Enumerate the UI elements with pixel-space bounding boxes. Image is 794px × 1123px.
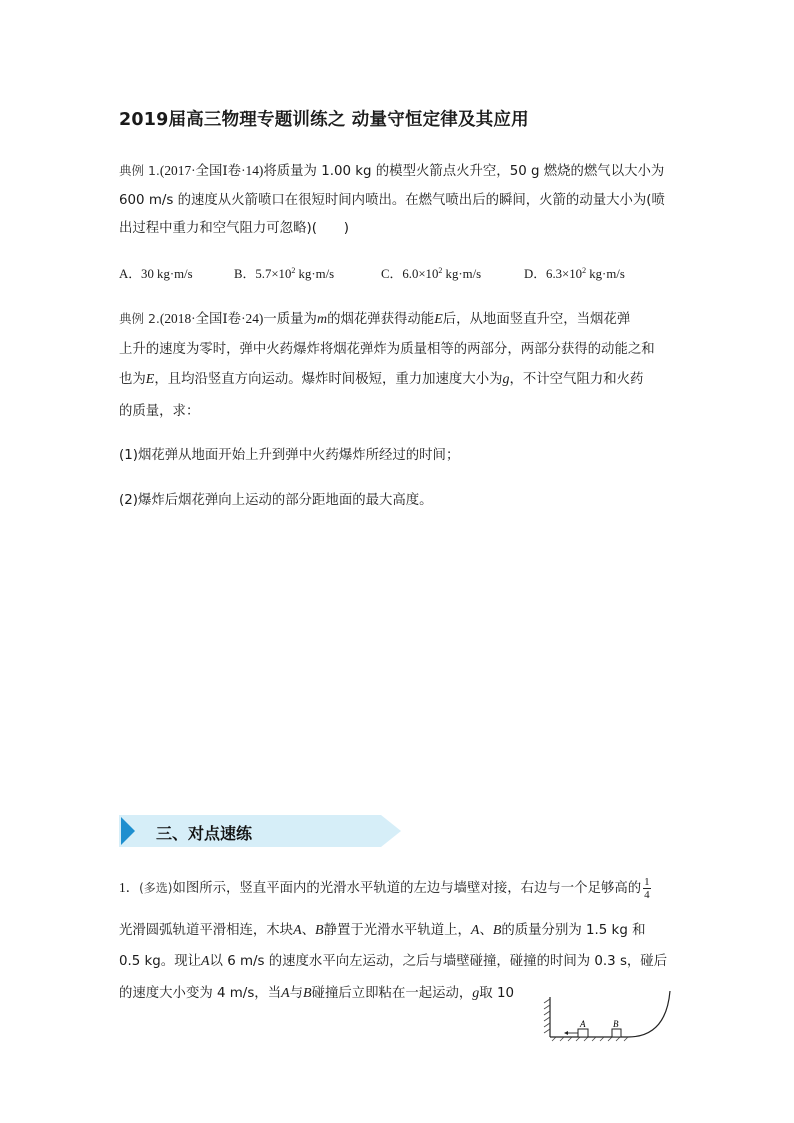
option-a[interactable]: A．30 kg·m/s — [119, 267, 193, 281]
fraction-one-quarter: $\frac{1}{4}$ — [644, 875, 650, 901]
block-a-label: A — [580, 1019, 586, 1029]
example2-line1: 典例 2.(2018·全国Ⅰ卷·24)一质量为m的烟花弹获得动能E后，从地面竖直升空，当烟花弹 — [119, 311, 631, 327]
example1-label: 典例 1. — [119, 163, 160, 178]
example1-text: 将质量为 1.00 kg 的模型火箭点火升空，50 g 燃烧的燃气以大小为 — [263, 164, 665, 179]
example1-source: (2017·全国Ⅰ卷·14) — [159, 163, 264, 178]
example1-line1 — [119, 155, 679, 188]
option-c[interactable]: C．$6.0\times 10^2$ kg·m/s — [381, 266, 482, 281]
problem1-line3: 0.5 kg。现让A以 6 m/s 的速度水平向左运动，之后与墙壁碰撞，碰撞的时间为 0.3 s，碰后 — [119, 954, 668, 969]
option-d[interactable]: D．$6.3\times 10^2$ kg·m/s — [524, 266, 625, 281]
example1-line3: 出过程中重力和空气阻力可忽略)( ) — [119, 221, 349, 236]
example2-source: (2018·全国Ⅰ卷·24) — [159, 311, 264, 326]
track-figure — [540, 985, 680, 1049]
example1-line2: 600 m/s 的速度从火箭喷口在很短时间内喷出。在燃气喷出后的瞬间，火箭的动量大小为(喷 — [119, 193, 665, 208]
section-title: 三、对点速练 — [156, 824, 253, 843]
problem1-line2: 光滑圆弧轨道平滑相连，木块A、B静置于光滑水平轨道上，A、B的质量分别为 1.5 kg 和 — [119, 923, 646, 938]
example2-label: 典例 2. — [119, 311, 160, 326]
example2-question2: (2)爆炸后烟花弹向上运动的部分距地面的最大高度。 — [119, 493, 433, 508]
example2-line4: 的质量，求： — [119, 404, 200, 419]
example2-question1: (1)烟花弹从地面开始上升到弹中火药爆炸所经过的时间； — [119, 448, 460, 463]
problem1-line4: 的速度大小变为 4 m/s，当A与B碰撞后立即粘在一起运动，g取 10 — [119, 986, 514, 1001]
example2-line2: 上升的速度为零时，弹中火药爆炸将烟花弹炸为质量相等的两部分，两部分获得的动能之和 — [119, 342, 655, 357]
section-banner — [119, 815, 401, 847]
option-b[interactable]: B．$5.7\times 10^2$ kg·m/s — [234, 266, 335, 281]
block-b-label: B — [613, 1019, 619, 1029]
problem1-line1: 1．(多选)如图所示，竖直平面内的光滑水平轨道的左边与墙壁对接，右边与一个足够高的 $\frac{1}{4}$ — [119, 875, 650, 901]
page-title: 2019届高三物理专题训练之 动量守恒定律及其应用 — [119, 110, 529, 130]
example2-line3: 也为E，且均沿竖直方向运动。爆炸时间极短，重力加速度大小为g，不计空气阻力和火药 — [119, 372, 644, 387]
